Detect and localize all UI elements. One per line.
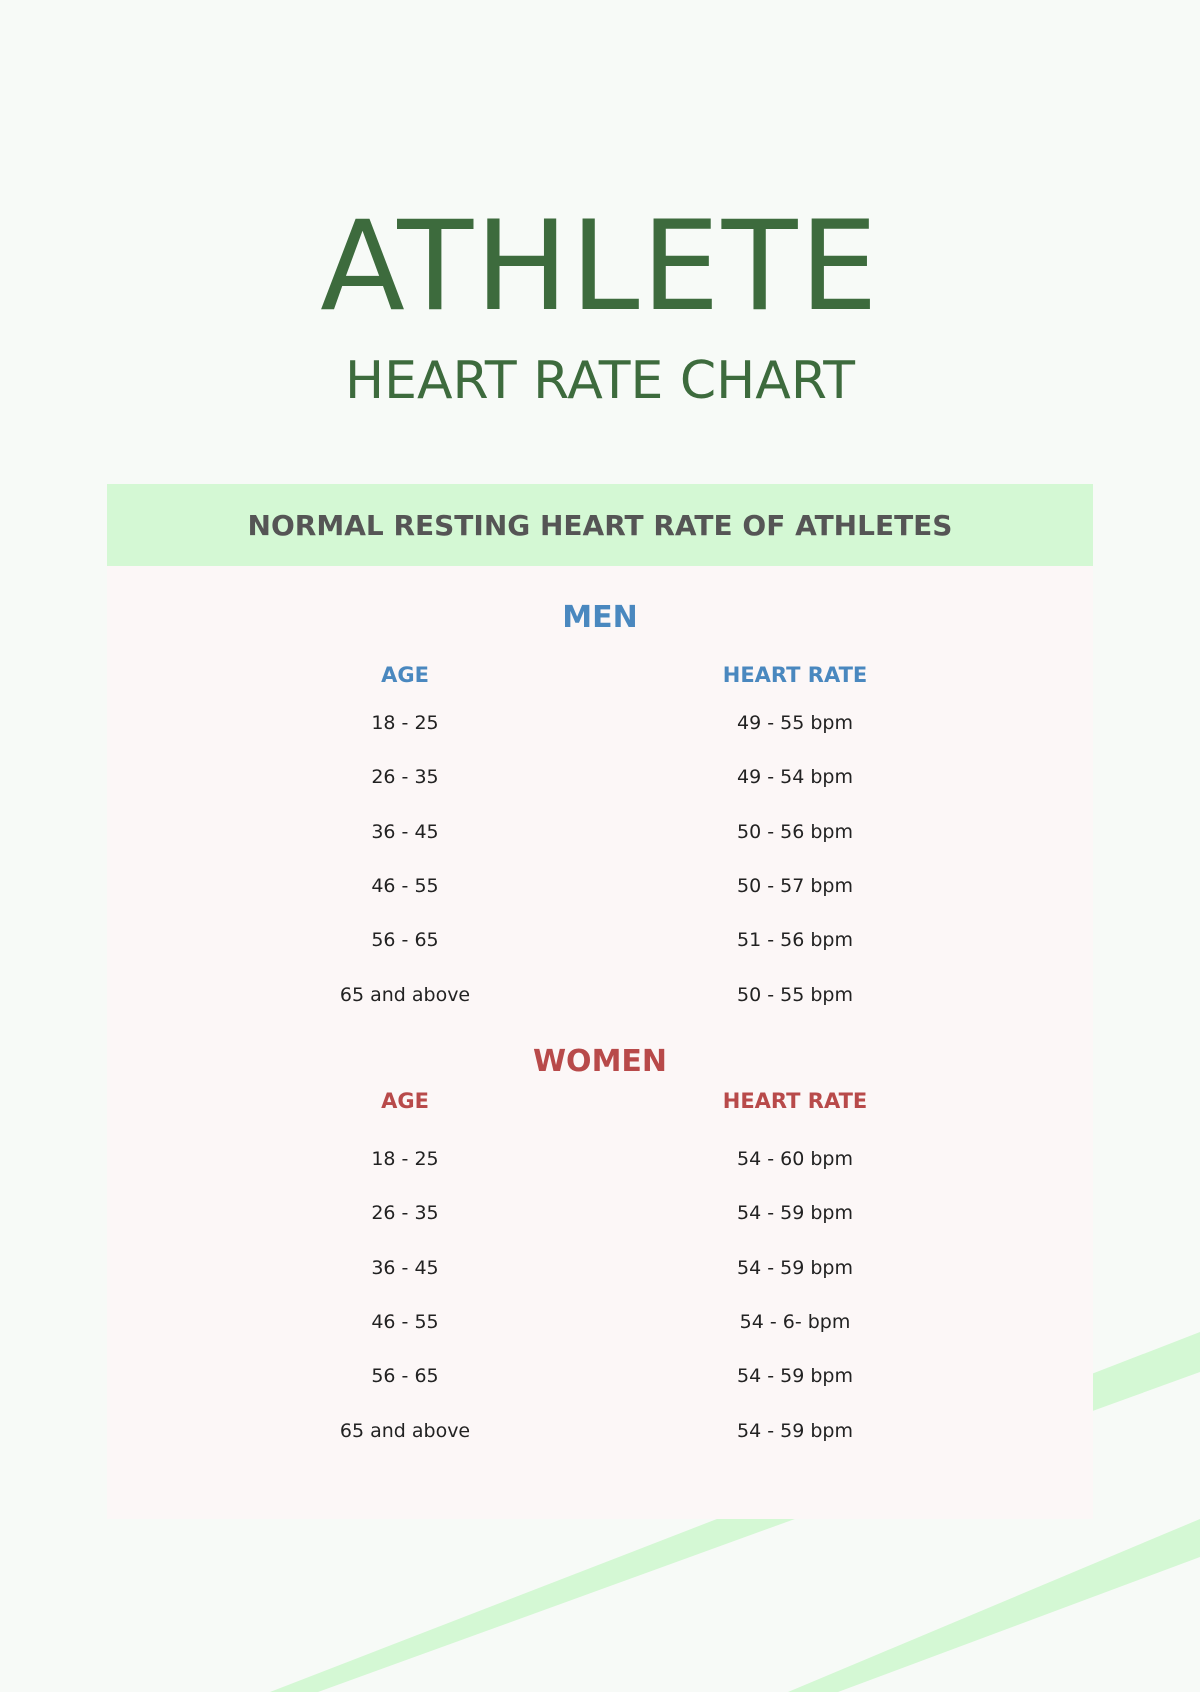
stripe [788, 1519, 1200, 1692]
men-age-cell: 56 - 65 [371, 929, 439, 952]
women-age-cell: 65 and above [339, 1419, 471, 1442]
women-heart-rate-cell: 54 - 59 bpm [737, 1256, 853, 1279]
page-subtitle: HEART RATE CHART [345, 351, 855, 411]
women-heart-rate-header: HEART RATE [722, 1089, 868, 1113]
men-heading: MEN [562, 600, 638, 635]
men-heart-rate-cell: 50 - 57 bpm [737, 874, 853, 897]
section-banner [107, 484, 1093, 566]
men-heart-rate-cell: 50 - 56 bpm [737, 820, 853, 843]
men-age-cell: 18 - 25 [371, 712, 439, 734]
men-heart-rate-header: HEART RATE [722, 663, 868, 687]
men-heart-rate-cell: 51 - 56 bpm [737, 929, 853, 952]
heart-rate-table-panel [107, 566, 1093, 1519]
men-age-header: AGE [381, 663, 429, 687]
women-age-cell: 18 - 25 [371, 1148, 439, 1170]
men-heart-rate-cell: 49 - 54 bpm [737, 766, 853, 789]
page-title: ATHLETE [320, 195, 880, 339]
women-heading: WOMEN [532, 1044, 668, 1079]
women-heart-rate-cell: 54 - 59 bpm [737, 1365, 853, 1388]
women-age-cell: 56 - 65 [371, 1365, 439, 1388]
women-heart-rate-cell: 54 - 59 bpm [737, 1419, 853, 1442]
women-age-header: AGE [381, 1089, 429, 1113]
women-heart-rate-cell: 54 - 60 bpm [737, 1148, 853, 1170]
banner-text: NORMAL RESTING HEART RATE OF ATHLETES [247, 508, 953, 542]
women-age-cell: 26 - 35 [371, 1202, 439, 1225]
men-age-cell: 36 - 45 [371, 820, 439, 843]
men-heart-rate-cell: 49 - 55 bpm [737, 712, 853, 734]
women-heart-rate-cell: 54 - 6- bpm [739, 1310, 851, 1333]
women-heart-rate-cell: 54 - 59 bpm [737, 1202, 853, 1225]
men-age-cell: 65 and above [339, 983, 471, 1006]
women-age-cell: 46 - 55 [371, 1310, 439, 1333]
men-heart-rate-cell: 50 - 55 bpm [737, 983, 853, 1006]
women-age-cell: 36 - 45 [371, 1256, 439, 1279]
men-age-cell: 46 - 55 [371, 874, 439, 897]
men-age-cell: 26 - 35 [371, 766, 439, 789]
